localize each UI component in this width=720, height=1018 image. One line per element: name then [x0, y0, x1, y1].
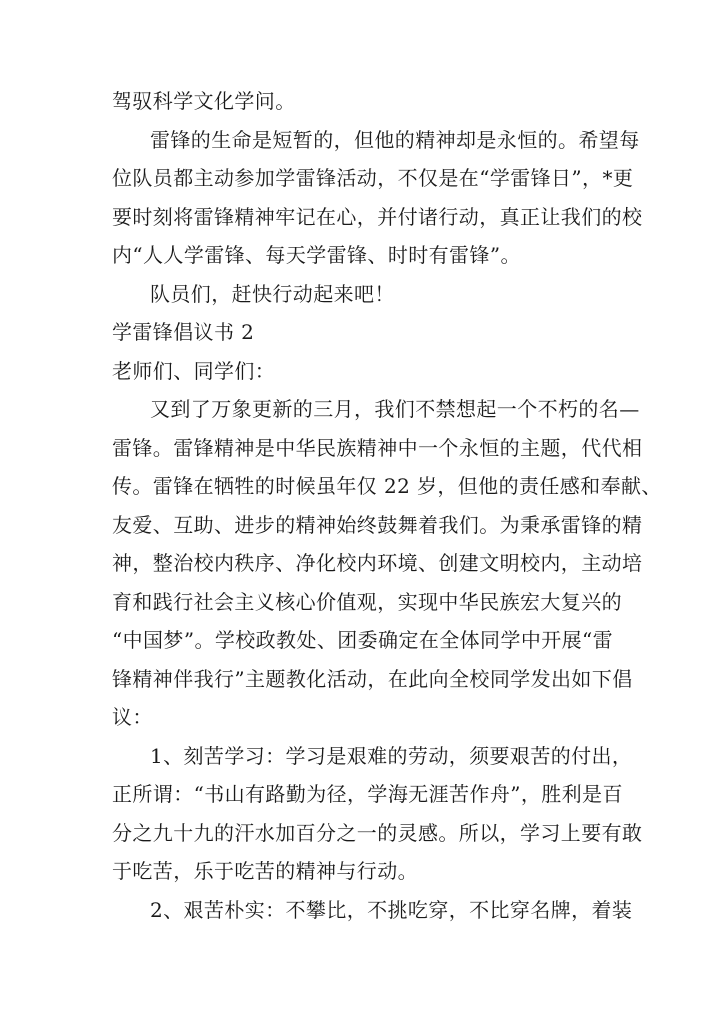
- text-line: 位队员都主动参加学雷锋活动，不仅是在“学雷锋日”，*更: [112, 166, 634, 190]
- document-body: [112, 82, 662, 929]
- text-line: 驾驭科学文化学问。: [112, 89, 296, 113]
- salutation: 老师们、同学们：: [112, 358, 276, 383]
- text-line: 雷锋。雷锋精神是中华民族精神中一个永恒的主题，代代相: [112, 435, 643, 460]
- text-line: 友爱、互助、进步的精神始终鼓舞着我们。为秉承雷锋的精: [112, 512, 643, 537]
- text-line: 正所谓：“书山有路勤为径，学海无涯苦作舟”，胜利是百: [112, 782, 623, 806]
- paragraph-line: 队员们，赶快行动起来吧！: [150, 281, 395, 306]
- text-line: 内“人人学雷锋、每天学雷锋、时时有雷锋”。: [112, 243, 521, 267]
- text-line: 神，整治校内秩序、净化校内环境、创建文明校内，主动培: [112, 551, 643, 575]
- text-line: 于吃苦，乐于吃苦的精神与行动。: [112, 859, 418, 883]
- text-line: 锋精神伴我行”主题教化活动，在此向全校同学发出如下倡: [112, 666, 633, 691]
- paragraph-line: 2、艰苦朴实：不攀比，不挑吃穿，不比穿名牌，着装: [150, 897, 633, 922]
- section-title: 学雷锋倡议书 2: [112, 320, 255, 344]
- text-line: 分之九十九的汗水加百分之一的灵感。所以，学习上要有敢: [112, 820, 643, 845]
- paragraph-line: 雷锋的生命是短暂的，但他的精神却是永恒的。希望每: [150, 127, 640, 152]
- text-line: 议：: [112, 705, 153, 729]
- paragraph-line: 又到了万象更新的三月，我们不禁想起一个不朽的名—: [150, 397, 640, 421]
- text-line: 传。雷锋在牺牲的时候虽年仅 22 岁，但他的责任感和奉献、: [112, 474, 662, 498]
- paragraph-line: 1、刻苦学习：学习是艰难的劳动，须要艰苦的付出，: [150, 743, 633, 768]
- text-line: 育和践行社会主义核心价值观，实现中华民族宏大复兴的: [112, 589, 622, 614]
- text-line: 要时刻将雷锋精神牢记在心，并付诸行动，真正让我们的校: [112, 204, 643, 229]
- text-line: “中国梦”。学校政教处、团委确定在全体同学中开展“雷: [112, 628, 614, 652]
